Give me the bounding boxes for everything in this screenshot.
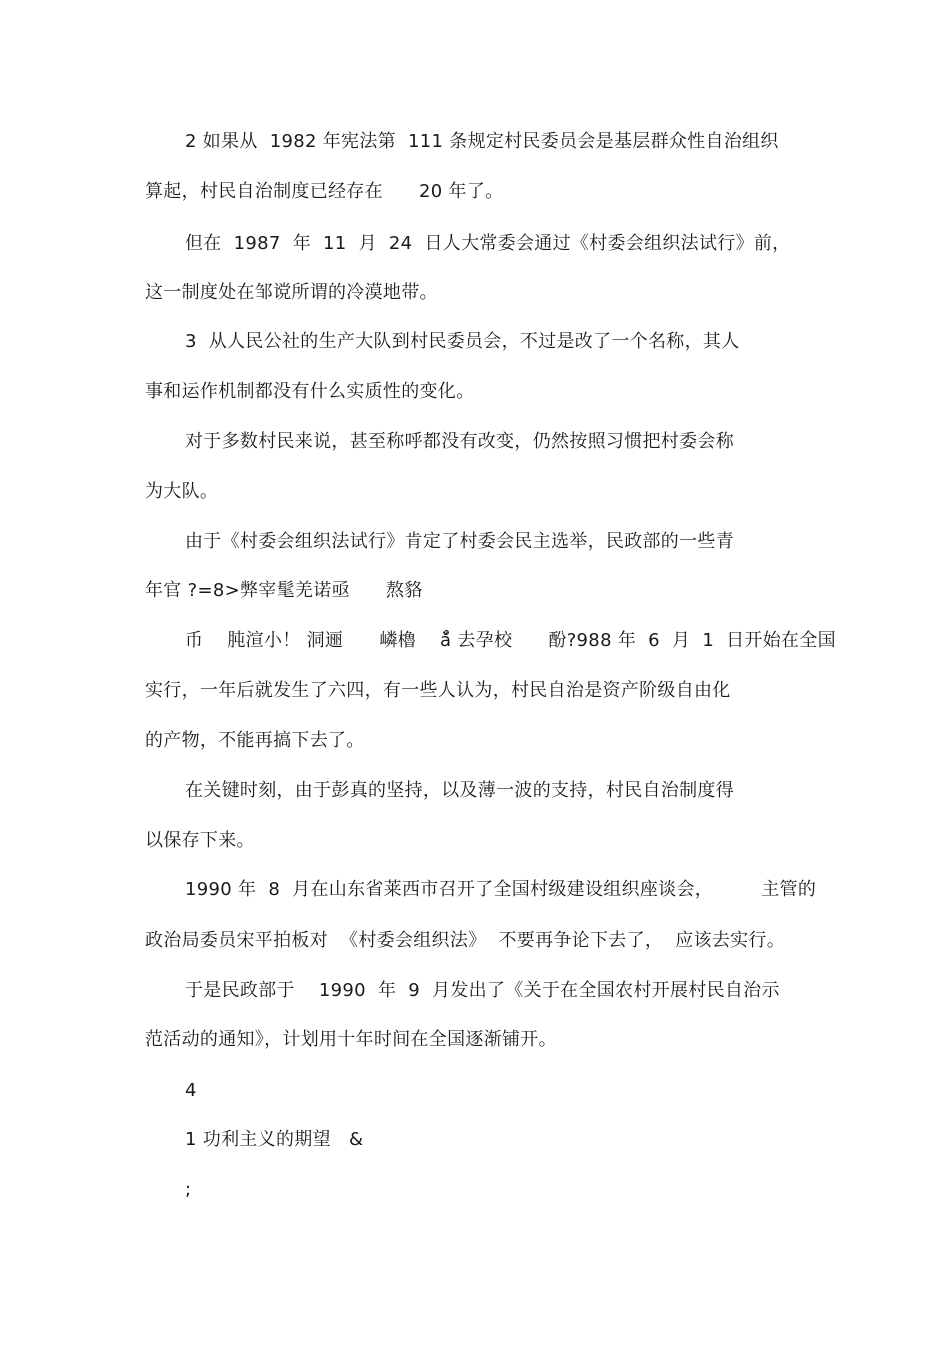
text-line: 但在 1987 年 11 月 24 日人大常委会通过《村委会组织法试行》前， (185, 233, 791, 254)
text-line: 算起，村民自治制度已经存在 20 年了。 (145, 181, 504, 202)
text-line: 1990 年 8 月在山东省莱西市召开了全国村级建设组织座谈会， 主管的 (185, 879, 817, 900)
text-line: 币 肫渲小！ 洞逦 嶙櫓 ǎ̊ 去孕校 酚?988 年 6 月 1 日开始在全国 (185, 630, 836, 651)
text-line: 实行，一年后就发生了六四，有一些人认为，村民自治是资产阶级自由化 (145, 680, 731, 701)
text-line: 为大队。 (145, 481, 219, 502)
text-line: 2 如果从 1982 年宪法第 111 条规定村民委员会是基层群众性自治组织 (185, 131, 779, 152)
text-line: 事和运作机制都没有什么实质性的变化。 (145, 381, 475, 402)
section-heading: 1 功利主义的期望 & (185, 1129, 364, 1150)
text-line: 由于《村委会组织法试行》肯定了村委会民主选举，民政部的一些青 (185, 531, 734, 552)
text-line: ; (185, 1179, 192, 1200)
text-line: 于是民政部于 1990 年 9 月发出了《关于在全国农村开展村民自治示 (185, 980, 780, 1001)
text-line: 3 从人民公社的生产大队到村民委员会，不过是改了一个名称，其人 (185, 331, 740, 352)
text-line: 以保存下来。 (145, 830, 255, 851)
text-line: 这一制度处在邹谠所谓的冷漠地带。 (145, 282, 438, 303)
text-line: 政治局委员宋平拍板对 《村委会组织法》 不要再争论下去了， 应该去实行。 (145, 930, 786, 951)
section-number: 4 (185, 1080, 197, 1101)
text-line: 年官 ?=8>弊宰髦羌诺亟 熬貉 (145, 580, 423, 601)
text-line: 范活动的通知》，计划用十年时间在全国逐渐铺开。 (145, 1029, 557, 1050)
text-line: 对于多数村民来说，甚至称呼都没有改变，仍然按照习惯把村委会称 (185, 431, 734, 452)
text-line: 在关键时刻，由于彭真的坚持，以及薄一波的支持，村民自治制度得 (185, 780, 734, 801)
text-line: 的产物，不能再搞下去了。 (145, 730, 365, 751)
